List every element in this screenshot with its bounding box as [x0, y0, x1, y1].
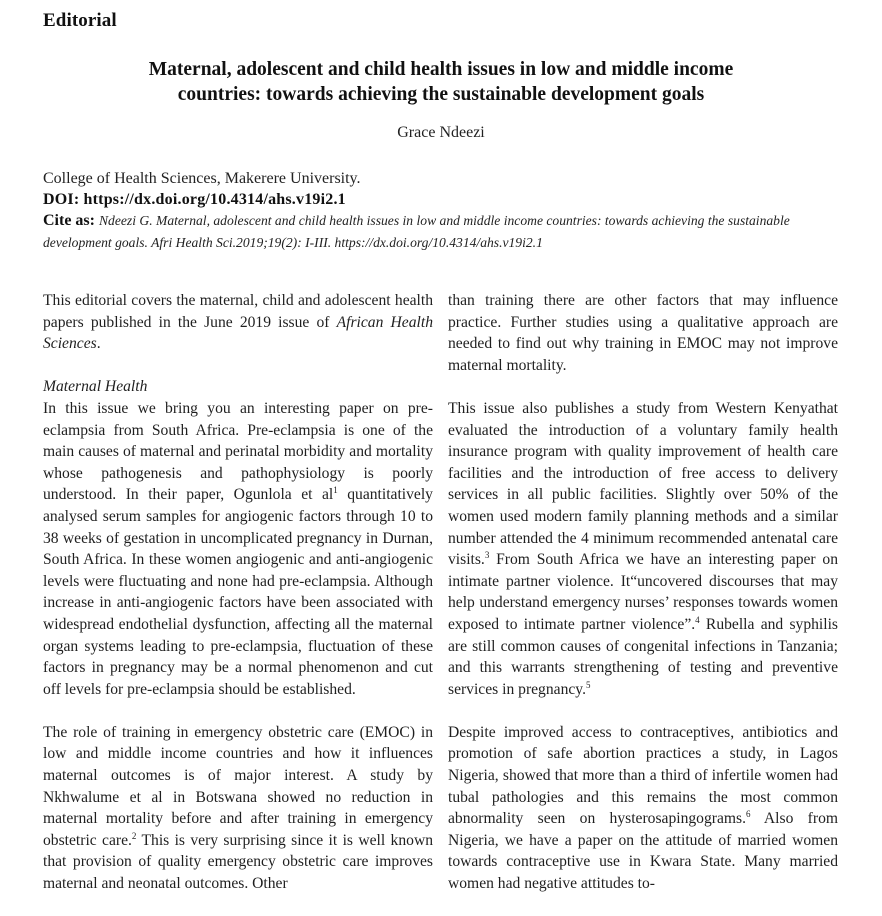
reference-marker[interactable]: 4 — [695, 614, 700, 625]
title-line-2: countries: towards achieving the sustainable development goals — [177, 84, 705, 105]
body-column-right — [448, 290, 838, 916]
reference-marker[interactable]: 2 — [131, 830, 137, 841]
title-line-1: Maternal, adolescent and child health issues in low and middle income — [148, 59, 734, 80]
reference-marker[interactable]: 5 — [585, 679, 591, 690]
reference-marker[interactable]: 3 — [484, 550, 490, 561]
body-column-left — [43, 290, 433, 916]
body-paragraph: This issue also publishes a study from Western Kenyathat evaluated the introduction of a voluntary family health insurance program with quality improvement of health care facilities and the introduction of free access to delivery services in all public facilities. Slightly over 50% of the women used modern family planning methods and a similar number attended the 4 minimum recommended antenatal care visits.$^3$ From South Africa we have an interesting paper on intimate partner violence. It“uncovered discourses that may help understand emergency nurses’ responses towards women exposed to intimate partner violence”.$^4$ Rubella and syphilis are still common causes of congenital infections in Tanzania; and this warrants strengthening of testing and preventive services in pregnancy.$^5$ — [448, 399, 838, 698]
affiliation: College of Health Sciences, Makerere University. — [43, 170, 361, 187]
doi-link[interactable]: DOI: https://dx.doi.org/10.4314/ahs.v19i2.1 — [43, 191, 346, 208]
italic-text: African Health Sciences — [43, 313, 433, 353]
cite-label: Cite as: — [43, 212, 95, 229]
article-title — [60, 57, 822, 107]
body-paragraph: This editorial covers the maternal, child and adolescent health papers published in the June 2019 issue of African Health Sciences. — [43, 292, 433, 353]
body-paragraph: The role of training in emergency obstetric care (EMOC) in low and middle income countries and how it influences maternal outcomes is of major interest. A study by Nkhwalume et al in Botswana showed no reduction in maternal mortality before and after training in emergency obstetric care.$^2$ This is very surprising since it is well known that provision of quality emergency obstetric care improves maternal and neonatal outcomes. Other — [43, 723, 433, 893]
citation — [43, 210, 843, 253]
cite-text: Ndeezi G. Maternal, adolescent and child health issues in low and middle income countries: towards achieving the sustainable development goals. Afri Health Sci.2019;19(2): I-III. https://dx.doi.org/10.4314/ahs.v19i2.1 — [43, 213, 790, 250]
article-meta — [43, 168, 843, 253]
body-paragraph: Despite improved access to contraceptives, antibiotics and promotion of safe abortion practices a study, in Lagos Nigeria, showed that more than a third of infertile women had tubal pathologies and this remains the most common abnormality seen on hysterosapingograms.$^6$ Also from Nigeria, we have a paper on the attitude of married women towards contraceptive use in Kwara State. Many married women had negative attitudes to- — [448, 723, 838, 893]
reference-marker[interactable]: 6 — [745, 809, 751, 820]
body-paragraph: In this issue we bring you an interesting paper on pre-eclampsia from South Africa. Pre-eclampsia is one of the main causes of maternal and perinatal morbidity and mortality whose pathogenesis and pathophysiology is poorly understood. In their paper, Ogunlola et al$^1$ quantitatively analysed serum samples for angiogenic factors through 10 to 38 weeks of gestation in uncomplicated pregnancy in Durnan, South Africa. In these women angiogenic and anti-angiogenic levels were fluctuating and none had pre-eclampsia. Although increase in anti-angiogenic factors have been associated with widespread endothelial dysfunction, affecting all the maternal organ systems leading to pre-eclampsia, fluctuation of these factors in pregnancy may be a normal phenomenon and cut off levels for pre-eclampsia should be established. — [43, 399, 433, 698]
body-paragraph: than training there are other factors that may influence practice. Further studies using a qualitative approach are needed to find out why training in EMOC may not improve maternal mortality. — [448, 292, 838, 374]
section-label: Editorial — [43, 10, 117, 31]
author-name: Grace Ndeezi — [397, 124, 485, 141]
reference-marker[interactable]: 1 — [333, 485, 338, 496]
subheading: Maternal Health — [43, 378, 148, 396]
